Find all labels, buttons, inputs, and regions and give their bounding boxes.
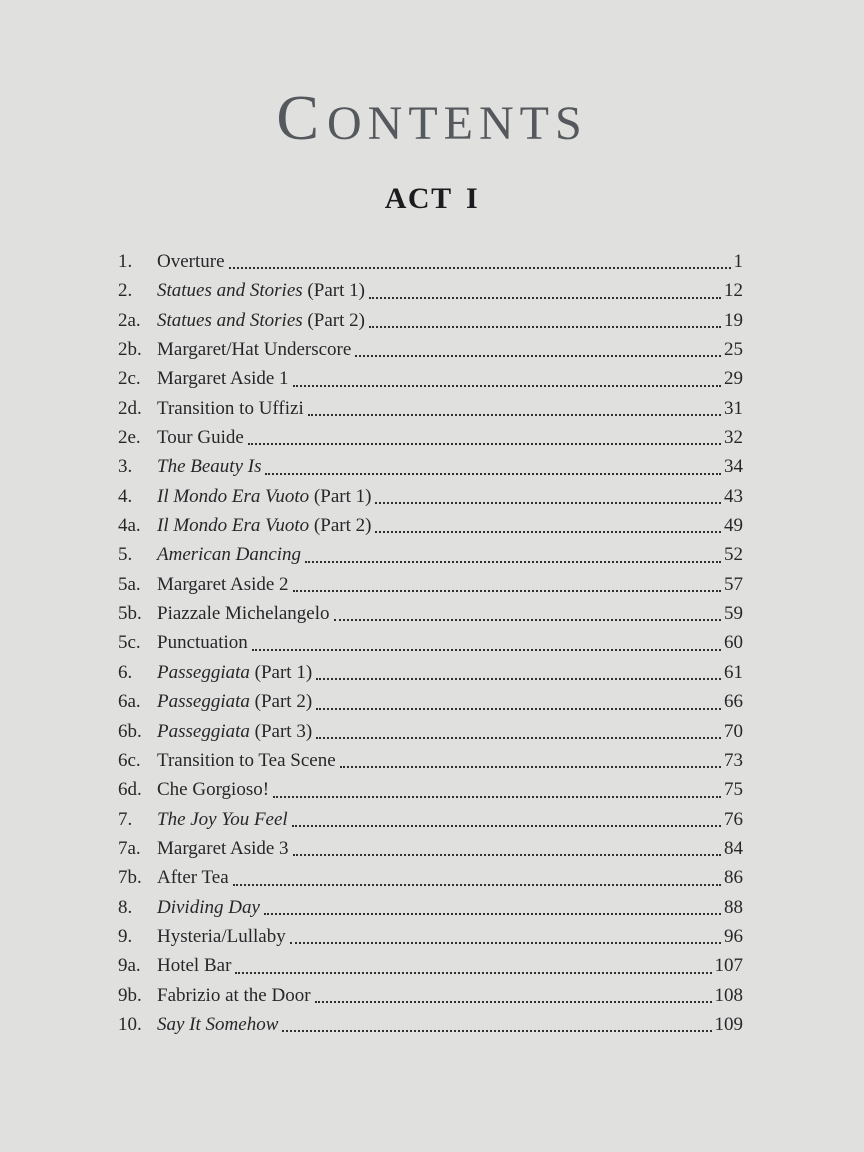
dot-leader [316,678,721,680]
entry-title-roman: Margaret/Hat Underscore [157,339,352,361]
entry-title-roman: (Part 1) [302,280,365,302]
entry-title [157,423,244,452]
toc-entry [118,482,743,511]
toc-entry [118,717,743,746]
entry-title [157,306,365,335]
entry-title [157,658,312,687]
entry-title [157,628,248,657]
entry-page: 96 [724,925,743,947]
entry-title-italic: Dividing Day [157,896,260,918]
entry-number: 5a. [118,573,141,595]
entry-title [157,482,371,511]
entry-page: 86 [724,867,743,889]
entry-number: 5c. [118,632,141,654]
act-heading: ACT I [384,182,480,215]
entry-title [157,951,231,980]
dot-leader [340,766,721,768]
entry-title-italic: Il Mondo Era Vuoto [157,515,310,537]
entry-title [157,570,289,599]
entry-title [157,922,286,951]
entry-title [157,599,330,628]
entry-page: 32 [724,427,743,449]
entry-title-italic: Statues and Stories [157,309,303,331]
entry-page: 66 [724,691,743,713]
toc-list [118,247,743,1039]
dot-leader [334,619,721,621]
entry-page: 31 [724,397,743,419]
entry-title [157,893,260,922]
toc-entry [118,247,743,276]
entry-number: 9b. [118,984,142,1006]
page-title-rest: ONTENTS [327,97,588,150]
entry-page: 70 [724,720,743,742]
entry-number: 6d. [118,779,142,801]
entry-number: 7. [118,808,133,830]
dot-leader [293,385,721,387]
entry-title [157,717,312,746]
toc-entry [118,306,743,335]
entry-page: 25 [724,339,743,361]
dot-leader [308,414,721,416]
entry-number: 3. [118,456,133,478]
dot-leader [292,825,721,827]
entry-page: 34 [724,456,743,478]
entry-title [157,863,229,892]
entry-page: 57 [724,573,743,595]
dot-leader [265,473,721,475]
entry-title [157,1010,278,1039]
toc-entry [118,335,743,364]
entry-title [157,276,365,305]
toc-entry [118,364,743,393]
entry-title-roman: (Part 1) [249,661,313,683]
toc-entry [118,893,743,922]
entry-title-roman: Hotel Bar [157,955,232,977]
entry-title [157,394,304,423]
entry-title-roman: Transition to Tea Scene [157,749,336,771]
entry-title [157,247,225,276]
toc-entry [118,276,743,305]
entry-number: 5b. [118,603,142,625]
entry-title-roman: Overture [157,251,225,272]
entry-title-italic: The Beauty Is [157,456,262,478]
entry-title [157,364,289,393]
entry-page: 75 [724,779,743,801]
toc-entry [118,658,743,687]
entry-page: 107 [714,955,743,977]
toc-entry [118,687,743,716]
entry-number: 2d. [118,397,142,419]
toc-entry [118,775,743,804]
entry-page: 12 [724,280,743,302]
entry-page: 61 [724,661,743,683]
page-title-initial: C [276,82,328,153]
entry-title [157,540,301,569]
entry-title [157,775,269,804]
entry-number: 7a. [118,837,141,859]
toc-entry [118,570,743,599]
entry-page: 109 [714,1013,743,1035]
entry-page: 52 [724,544,743,566]
entry-page: 43 [724,485,743,507]
dot-leader [316,708,721,710]
entry-title-roman: (Part 2) [249,691,313,713]
toc-entry [118,922,743,951]
entry-title-roman: Fabrizio at the Door [157,984,311,1006]
entry-title-italic: Statues and Stories [157,280,303,302]
entry-number: 6a. [118,691,141,713]
entry-title [157,834,289,863]
entry-title-roman: Piazzale Michelangelo [157,603,330,625]
entry-title-italic: American Dancing [157,544,302,566]
entry-title-roman: Transition to Uffizi [157,397,304,419]
entry-title-roman: (Part 2) [302,309,365,331]
entry-page: 88 [724,896,743,918]
entry-title [157,981,311,1010]
entry-page: 59 [724,603,743,625]
entry-page: 76 [724,808,743,830]
dot-leader [282,1030,711,1032]
page-title [0,82,864,153]
toc-entry [118,511,743,540]
dot-leader [293,590,721,592]
toc-entry [118,599,743,628]
entry-page: 29 [724,368,743,390]
toc-entry [118,805,743,834]
dot-leader [290,942,721,944]
dot-leader [315,1001,712,1003]
dot-leader [375,502,721,504]
entry-number: 2. [118,280,133,302]
entry-number: 6b. [118,720,142,742]
entry-title-roman: Hysteria/Lullaby [157,925,286,947]
entry-page: 19 [724,309,743,331]
entry-number: 2e. [118,427,141,449]
entry-title-roman: Che Gorgioso! [157,779,270,801]
dot-leader [235,972,711,974]
toc-entry [118,423,743,452]
entry-page: 49 [724,515,743,537]
entry-title-roman: Margaret Aside 3 [157,837,289,859]
toc-entry [118,863,743,892]
dot-leader [229,267,731,269]
entry-number: 2a. [118,309,141,331]
entry-title-roman: Margaret Aside 1 [157,368,289,390]
entry-number: 2c. [118,368,141,390]
dot-leader [369,297,721,299]
entry-title-roman: (Part 1) [309,485,372,507]
entry-title-italic: The Joy You Feel [157,808,288,830]
entry-title [157,511,371,540]
entry-page: 1 [733,251,743,272]
dot-leader [305,561,721,563]
entry-title [157,805,288,834]
entry-title-roman: Tour Guide [157,427,244,449]
entry-title [157,746,336,775]
entry-number: 6c. [118,749,141,771]
entry-title-italic: Passeggiata [157,661,250,683]
entry-page: 84 [724,837,743,859]
entry-title [157,687,312,716]
entry-number: 2b. [118,339,142,361]
entry-number: 1. [118,251,133,272]
entry-title-roman: (Part 2) [309,515,372,537]
entry-page: 60 [724,632,743,654]
entry-page: 108 [714,984,743,1006]
entry-title-italic: Passeggiata [157,720,250,742]
dot-leader [293,854,721,856]
entry-number: 8. [118,896,133,918]
entry-number: 6. [118,661,133,683]
entry-title-roman: After Tea [157,867,229,889]
toc-entry [118,951,743,980]
dot-leader [273,796,721,798]
entry-number: 4a. [118,515,141,537]
dot-leader [264,913,721,915]
toc-entry [118,834,743,863]
dot-leader [355,355,721,357]
dot-leader [369,326,721,328]
entry-number: 9. [118,925,133,947]
entry-title-roman: Punctuation [157,632,248,654]
entry-title-italic: Say It Somehow [157,1013,279,1035]
entry-number: 7b. [118,867,142,889]
entry-number: 5. [118,544,133,566]
entry-number: 9a. [118,955,141,977]
toc-entry [118,1010,743,1039]
dot-leader [252,649,721,651]
entry-title [157,452,261,481]
entry-title [157,335,351,364]
entry-title-roman: (Part 3) [249,720,313,742]
toc-entry [118,746,743,775]
entry-title-italic: Il Mondo Era Vuoto [157,485,310,507]
entry-number: 4. [118,485,133,507]
dot-leader [233,884,721,886]
toc-entry [118,394,743,423]
dot-leader [316,737,721,739]
dot-leader [375,531,721,533]
toc-entry [118,540,743,569]
toc-entry [118,981,743,1010]
entry-title-roman: Margaret Aside 2 [157,573,289,595]
entry-page: 73 [724,749,743,771]
entry-number: 10. [118,1013,142,1035]
toc-entry [118,628,743,657]
entry-title-italic: Passeggiata [157,691,250,713]
toc-entry [118,452,743,481]
dot-leader [248,443,721,445]
